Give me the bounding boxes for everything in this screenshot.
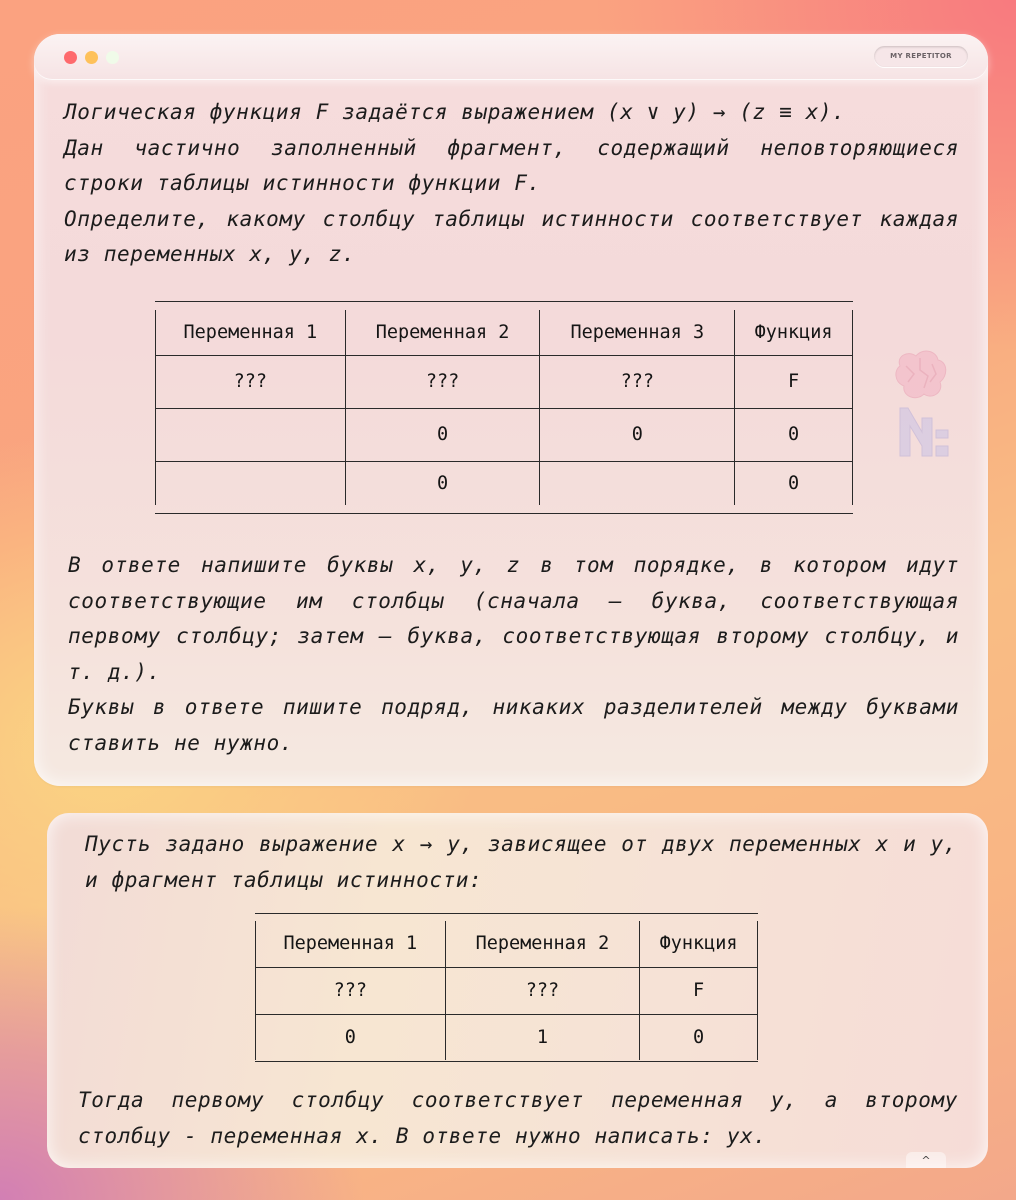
table-header-row [256,921,758,967]
maximize-dot-icon[interactable] [106,51,119,64]
table-cell [540,461,735,505]
table-cell: ??? [540,355,735,408]
table-cell [156,408,346,461]
instruction-paragraph: В ответе напишите буквы x, y, z в том порядке, в котором идут соответствующие им столбцы (сначала — буква, соответствующая первому столбцу; затем — буква, соответствующая второму столбцу, и т. д.). [68,553,959,684]
task-instructions [68,548,959,761]
table-cell: 0 [345,461,540,505]
column-header: Переменная 2 [345,310,540,355]
chevron-up-icon: ^ [921,1154,931,1167]
brand-badge[interactable]: MY REPETITOR [874,46,968,67]
task-window [34,34,988,786]
brain-logo-icon [892,346,952,466]
column-header: Переменная 1 [156,310,346,355]
scroll-to-top-button[interactable] [906,1152,946,1168]
task-intro-line: Дан частично заполненный фрагмент, содержащий неповторяющиеся строки таблицы истинности функции F. [64,135,959,195]
instruction-paragraph: Буквы в ответе пишите подряд, никаких разделителей между буквами ставить не нужно. [68,695,959,755]
table-header-row [156,310,853,355]
window-titlebar [34,34,988,80]
table-cell: 0 [345,408,540,461]
column-header: Переменная 2 [445,921,640,967]
table-row [256,967,758,1014]
task-intro-line: Определите, какому столбцу таблицы истинности соответствует каждая из переменных x, y, z. [64,206,959,266]
table-cell: 0 [735,408,853,461]
table-cell: 0 [640,1014,758,1060]
column-header: Функция [640,921,758,967]
table-cell: 1 [445,1014,640,1060]
minimize-dot-icon[interactable] [85,51,98,64]
task-intro [64,95,959,273]
example-card [47,813,988,1168]
column-header: Переменная 1 [256,921,446,967]
table-cell [156,461,346,505]
table-row [256,1014,758,1060]
table-row [156,408,853,461]
table-cell: 0 [256,1014,446,1060]
table-row [156,461,853,505]
example-truth-table [255,921,758,1060]
table-cell: ??? [445,967,640,1014]
column-header: Переменная 3 [540,310,735,355]
table-row [156,355,853,408]
task-intro-line: Логическая функция F задаётся выражением (x ∨ y) → (z ≡ x). [64,100,846,124]
close-dot-icon[interactable] [64,51,77,64]
example-table-container [255,913,758,1062]
column-header: Функция [735,310,853,355]
truth-table-container [155,301,853,514]
table-cell: F [735,355,853,408]
table-cell: 0 [735,461,853,505]
example-intro: Пусть задано выражение x → y, зависящее от двух переменных x и y, и фрагмент таблицы истинности: [85,832,957,892]
table-cell: ??? [156,355,346,408]
example-conclusion: Тогда первому столбцу соответствует переменная y, а второму столбцу - переменная x. В ответе нужно написать: yx. [78,1088,958,1148]
table-cell: ??? [345,355,540,408]
truth-table [155,310,853,505]
table-cell: F [640,967,758,1014]
table-cell: 0 [540,408,735,461]
table-cell: ??? [256,967,446,1014]
